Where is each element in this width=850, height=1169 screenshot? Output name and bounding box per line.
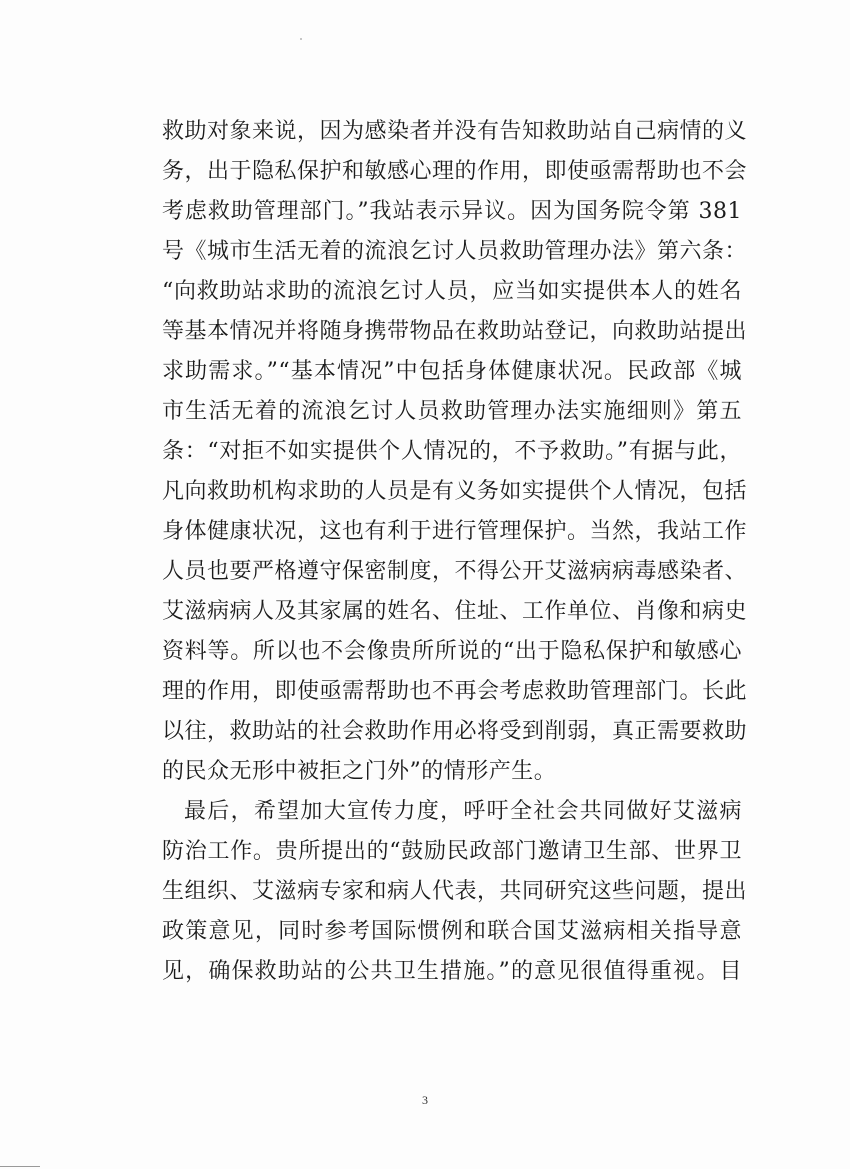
text-line: 的民众无形中被拒之门外”的情形产生。 bbox=[162, 759, 557, 784]
text-line: 理的作用，即使亟需帮助也不再会考虑救助管理部门。长此 bbox=[162, 679, 748, 704]
text-line: 生组织、艾滋病专家和病人代表，共同研究这些问题，提出 bbox=[162, 879, 748, 904]
text-line: 等基本情况并将随身携带物品在救助站登记，向救助站提出 bbox=[162, 319, 748, 344]
text-line: 资料等。所以也不会像贵所所说的“出于隐私保护和敏感心 bbox=[162, 639, 742, 664]
text-line: 凡向救助机构求助的人员是有义务如实提供个人情况，包括 bbox=[162, 479, 748, 504]
body-text bbox=[162, 112, 748, 992]
text-line: 务，出于隐私保护和敏感心理的作用，即使亟需帮助也不会 bbox=[162, 159, 748, 184]
text-line: 考虑救助管理部门。”我站表示异议。因为国务院令第 381 bbox=[162, 199, 742, 224]
text-line: 条：“对拒不如实提供个人情况的，不予救助。”有据与此， bbox=[162, 439, 742, 464]
text-line: 市生活无着的流浪乞讨人员救助管理办法实施细则》第五 bbox=[162, 399, 742, 424]
text-line: 以往，救助站的社会救助作用必将受到削弱，真正需要救助 bbox=[162, 719, 748, 744]
text-line: 防治工作。贵所提出的“鼓励民政部门邀请卫生部、世界卫 bbox=[162, 839, 742, 864]
paragraph-1 bbox=[162, 112, 748, 792]
text-line: “向救助站求助的流浪乞讨人员，应当如实提供本人的姓名 bbox=[162, 279, 742, 304]
text-line: 最后，希望加大宣传力度，呼吁全社会共同做好艾滋病 bbox=[184, 799, 742, 824]
page-number: 3 bbox=[422, 1093, 428, 1107]
text-line: 救助对象来说，因为感染者并没有告知救助站自己病情的义 bbox=[162, 119, 748, 144]
text-line: 求助需求。”“基本情况”中包括身体健康状况。民政部《城 bbox=[162, 359, 742, 384]
text-line: 号《城市生活无着的流浪乞讨人员救助管理办法》第六条： bbox=[162, 239, 748, 264]
text-line: 艾滋病病人及其家属的姓名、住址、工作单位、肖像和病史 bbox=[162, 599, 748, 624]
scan-speck bbox=[300, 38, 302, 40]
text-line: 政策意见，同时参考国际惯例和联合国艾滋病相关指导意 bbox=[162, 919, 742, 944]
text-line: 见，确保救助站的公共卫生措施。”的意见很值得重视。目 bbox=[162, 959, 742, 984]
scan-edge-mark bbox=[0, 1166, 40, 1167]
text-line: 身体健康状况，这也有利于进行管理保护。当然，我站工作 bbox=[162, 519, 748, 544]
text-line: 人员也要严格遵守保密制度，不得公开艾滋病病毒感染者、 bbox=[162, 559, 748, 584]
paragraph-2 bbox=[162, 792, 748, 992]
